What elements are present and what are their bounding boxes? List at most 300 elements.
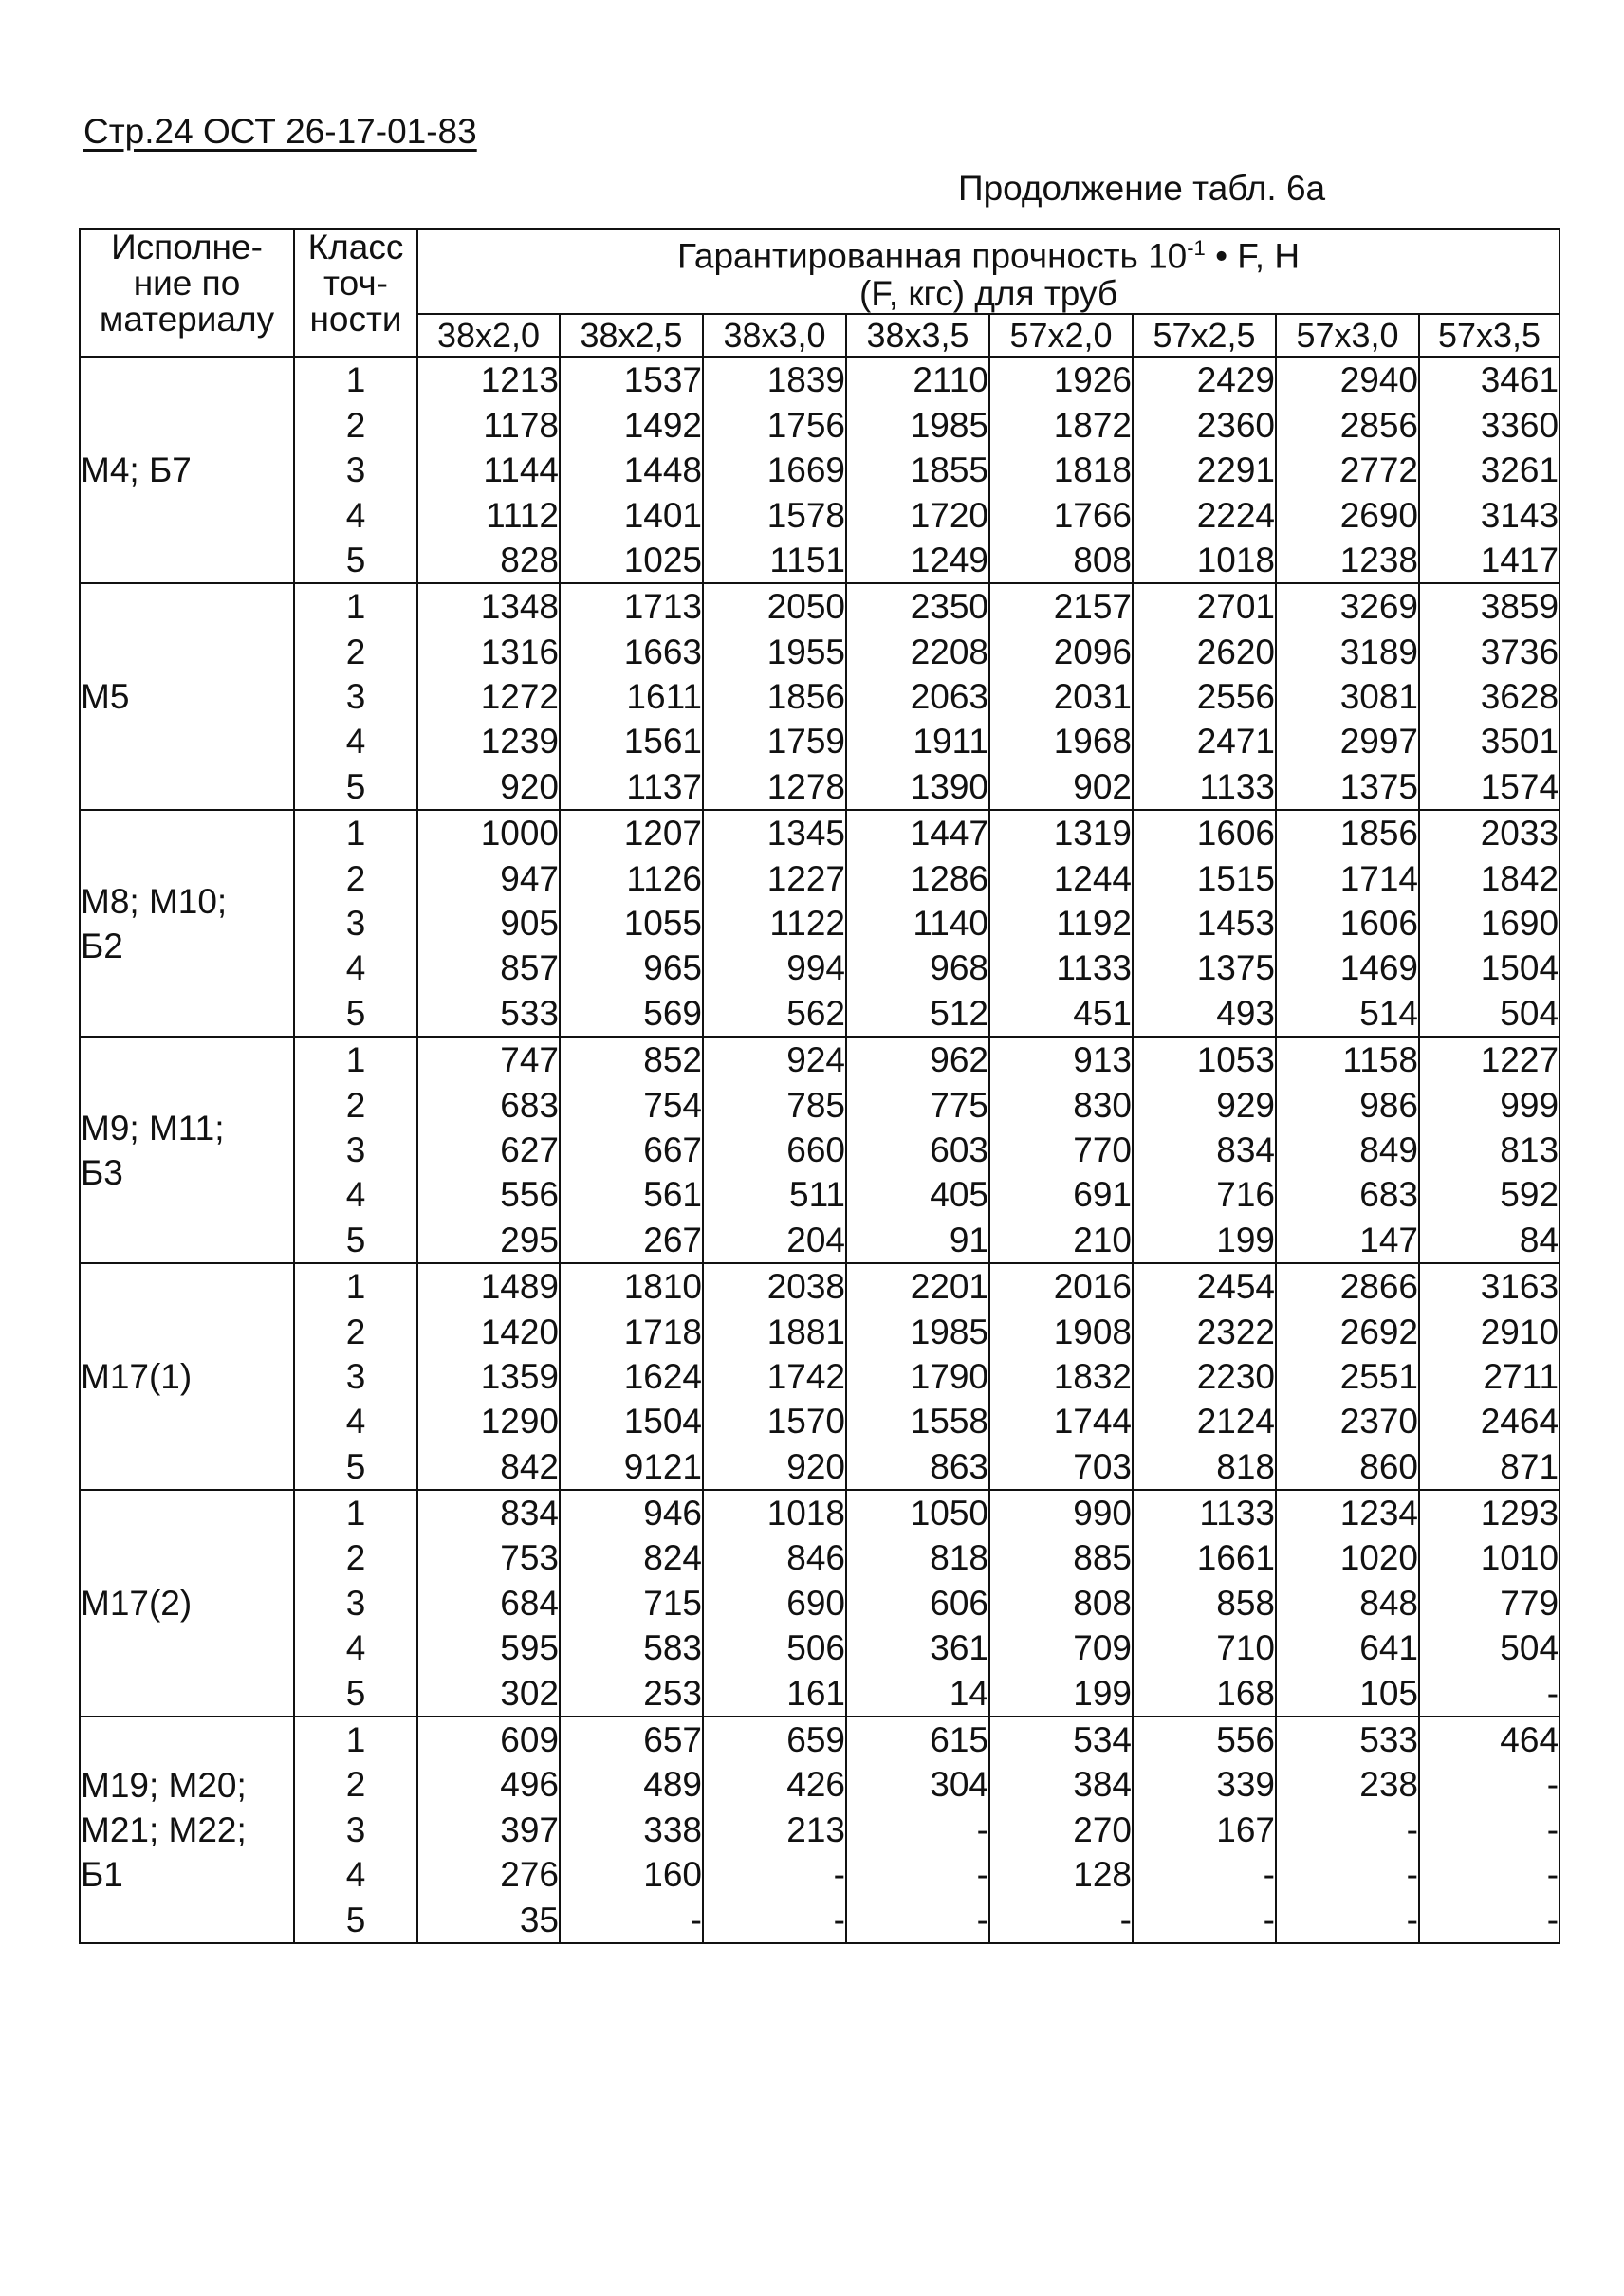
strength-value: 1856 (1339, 814, 1418, 854)
strength-value: 690 (786, 1583, 845, 1623)
material-name: М8; М10; (81, 881, 228, 921)
strength-value: 1055 (623, 904, 702, 944)
accuracy-class: 5 (345, 766, 366, 806)
strength-value: 1018 (1196, 540, 1275, 579)
strength-value: 147 (1359, 1220, 1418, 1259)
material-name: Б2 (81, 926, 123, 965)
strength-value: 1985 (910, 1312, 988, 1351)
strength-value-cell (989, 583, 1133, 810)
class-header-line: ности (309, 300, 402, 339)
strength-value: 1238 (1339, 540, 1418, 579)
accuracy-class: 2 (345, 405, 366, 445)
strength-value: 857 (500, 948, 559, 988)
material-group-row (80, 1263, 1559, 1490)
strength-value: - (1263, 1855, 1275, 1895)
strength-value: 641 (1359, 1628, 1418, 1668)
class-cell (294, 1037, 417, 1263)
strength-value: 506 (786, 1628, 845, 1668)
strength-value: 91 (949, 1220, 988, 1259)
material-name: М9; М11; (81, 1108, 225, 1148)
material-cell (80, 583, 294, 810)
strength-value: 754 (643, 1085, 702, 1125)
strength-value: 885 (1073, 1538, 1132, 1578)
strength-value: 397 (500, 1809, 559, 1849)
strength-value: 270 (1073, 1809, 1132, 1849)
accuracy-class: 2 (345, 858, 366, 898)
strength-value: 213 (786, 1809, 845, 1849)
strength-value-cell (1133, 1037, 1276, 1263)
strength-value: 2940 (1339, 360, 1418, 400)
strength-value-cell (417, 1037, 560, 1263)
strength-value: 3736 (1480, 632, 1559, 671)
strength-value: 1558 (910, 1402, 988, 1442)
strength-value: 615 (930, 1720, 988, 1760)
strength-value: 1213 (480, 360, 559, 400)
strength-value: 1020 (1339, 1538, 1418, 1578)
strength-value: 1420 (480, 1312, 559, 1351)
material-group-row (80, 1037, 1559, 1263)
strength-value: 913 (1073, 1040, 1132, 1080)
class-cell (294, 583, 417, 810)
strength-value: 775 (930, 1085, 988, 1125)
strength-value: 1319 (1053, 814, 1132, 854)
strength-value: 1025 (623, 540, 702, 579)
strength-value: 657 (643, 1720, 702, 1760)
strength-value: 1227 (1480, 1040, 1559, 1080)
strength-value: 1955 (766, 632, 845, 671)
strength-value: 1985 (910, 405, 988, 445)
strength-value-cell (1419, 810, 1559, 1037)
strength-value: 1244 (1053, 858, 1132, 898)
strength-value: 267 (643, 1220, 702, 1259)
strength-value: 1818 (1053, 450, 1132, 490)
strength-value: 426 (786, 1765, 845, 1805)
strength-value: 3163 (1480, 1267, 1559, 1307)
strength-value: 2471 (1196, 722, 1275, 762)
strength-value: 3269 (1339, 587, 1418, 627)
pipe-size-header: 38x3,0 (703, 314, 846, 357)
strength-value: 1714 (1339, 858, 1418, 898)
accuracy-class: 4 (345, 495, 366, 535)
strength-value: 1832 (1053, 1356, 1132, 1396)
accuracy-class: 4 (345, 1628, 366, 1668)
strength-value-cell (560, 583, 703, 810)
strength-value: 920 (500, 766, 559, 806)
strength-value: 709 (1073, 1628, 1132, 1668)
strength-value: 2230 (1196, 1356, 1275, 1396)
strength-value: 710 (1216, 1628, 1275, 1668)
strength-value: 562 (786, 993, 845, 1033)
strength-value: 1492 (623, 405, 702, 445)
pipe-size-header: 57x3,0 (1276, 314, 1419, 357)
strength-value: 994 (786, 948, 845, 988)
strength-value: 852 (643, 1040, 702, 1080)
strength-value: 929 (1216, 1085, 1275, 1125)
material-header-line: ние по (133, 264, 241, 303)
strength-value: 1239 (480, 722, 559, 762)
strength-value: 1401 (623, 495, 702, 535)
strength-value: 1018 (766, 1494, 845, 1534)
strength-value: 1137 (626, 766, 702, 806)
strength-value: 1192 (1056, 904, 1132, 944)
strength-value-cell (1133, 1490, 1276, 1717)
strength-value: - (1546, 1855, 1559, 1895)
strength-value: 1855 (910, 450, 988, 490)
accuracy-class: 5 (345, 993, 366, 1033)
strength-value: 1515 (1196, 858, 1275, 898)
strength-value: 808 (1073, 540, 1132, 579)
strength-value: 1249 (910, 540, 988, 579)
page-header: Стр.24 ОСТ 26-17-01-83 (83, 112, 477, 151)
strength-value-cell (846, 1263, 989, 1490)
material-cell (80, 357, 294, 583)
strength-value: 2429 (1196, 360, 1275, 400)
strength-value-cell (989, 1037, 1133, 1263)
strength-value: 3261 (1480, 450, 1559, 490)
strength-value: 1133 (1199, 766, 1275, 806)
strength-value: 160 (643, 1855, 702, 1895)
strength-value: 3501 (1480, 722, 1559, 762)
strength-value: 556 (500, 1175, 559, 1215)
strength-value: 770 (1073, 1130, 1132, 1169)
pipe-size-header: 38x3,5 (846, 314, 989, 357)
material-name: М17(1) (81, 1357, 193, 1397)
strength-value: 167 (1216, 1809, 1275, 1849)
strength-value-cell (703, 1037, 846, 1263)
strength-value: 2910 (1480, 1312, 1559, 1351)
strength-value: 464 (1500, 1720, 1559, 1760)
accuracy-class: 4 (345, 722, 366, 762)
accuracy-class: 5 (345, 1446, 366, 1486)
accuracy-class: 5 (345, 1220, 366, 1259)
strength-value: 1286 (910, 858, 988, 898)
strength-value: 128 (1073, 1855, 1132, 1895)
strength-value: 1053 (1196, 1040, 1275, 1080)
material-name: М19; М20; (81, 1766, 247, 1806)
accuracy-class: 3 (345, 1130, 366, 1169)
strength-value: 405 (930, 1175, 988, 1215)
strength-value: 747 (500, 1040, 559, 1080)
strength-value-cell (846, 357, 989, 583)
strength-value: 276 (500, 1855, 559, 1895)
strength-value: 1842 (1480, 858, 1559, 898)
strength-value: 583 (643, 1628, 702, 1668)
strength-value: 1810 (623, 1267, 702, 1307)
strength-value: 834 (1216, 1130, 1275, 1169)
strength-value-cell (846, 1717, 989, 1943)
strength-value: 1144 (483, 450, 559, 490)
strength-value: 1390 (910, 766, 988, 806)
strength-value: 1133 (1056, 948, 1132, 988)
strength-value-cell (1276, 810, 1419, 1037)
strength-value: 210 (1073, 1220, 1132, 1259)
strength-value: 2701 (1196, 587, 1275, 627)
strength-value: 609 (500, 1720, 559, 1760)
strength-value-cell (989, 1263, 1133, 1490)
strength-value: 561 (643, 1175, 702, 1215)
strength-value-cell (989, 1717, 1133, 1943)
strength-value: 860 (1359, 1446, 1418, 1486)
strength-value: 703 (1073, 1446, 1132, 1486)
strength-value: 238 (1359, 1765, 1418, 1805)
strength-value: 846 (786, 1538, 845, 1578)
strength-value: 1290 (480, 1402, 559, 1442)
strength-value: 496 (500, 1765, 559, 1805)
strength-value: 2063 (910, 677, 988, 717)
strength-value: 1578 (766, 495, 845, 535)
strength-value: - (976, 1855, 988, 1895)
strength-value: 848 (1359, 1583, 1418, 1623)
strength-header-exponent: -1 (1187, 236, 1206, 260)
strength-value: - (1263, 1900, 1275, 1939)
pipe-size-header: 57x2,5 (1133, 314, 1276, 357)
strength-value: 842 (500, 1446, 559, 1486)
strength-value: 302 (500, 1673, 559, 1713)
strength-value: 1926 (1053, 360, 1132, 400)
material-name: М17(2) (81, 1584, 193, 1624)
class-column-header (294, 229, 417, 357)
strength-value: 863 (930, 1446, 988, 1486)
material-name: М5 (81, 677, 130, 717)
strength-value-cell (1419, 1037, 1559, 1263)
strength-value-cell (560, 1037, 703, 1263)
strength-value: 592 (1500, 1175, 1559, 1215)
strength-value: - (1406, 1855, 1418, 1895)
strength-value: 1207 (623, 814, 702, 854)
pipe-size-header: 57x3,5 (1419, 314, 1559, 357)
strength-value: 990 (1073, 1494, 1132, 1534)
strength-value: 858 (1216, 1583, 1275, 1623)
strength-value-cell (417, 1490, 560, 1717)
strength-value: 603 (930, 1130, 988, 1169)
strength-value: 753 (500, 1538, 559, 1578)
strength-value: 2692 (1339, 1312, 1418, 1351)
accuracy-class: 5 (345, 540, 366, 579)
strength-value: 451 (1073, 993, 1132, 1033)
strength-value: 1359 (480, 1356, 559, 1396)
strength-value-cell (989, 357, 1133, 583)
pipe-size-header: 38x2,5 (560, 314, 703, 357)
strength-value: 533 (500, 993, 559, 1033)
material-name: Б3 (81, 1152, 123, 1192)
strength-value: 924 (786, 1040, 845, 1080)
material-cell (80, 1717, 294, 1943)
strength-value: 1690 (1480, 904, 1559, 944)
strength-value: 2360 (1196, 405, 1275, 445)
strength-value: 962 (930, 1040, 988, 1080)
accuracy-class: 2 (345, 632, 366, 671)
strength-value: 1453 (1196, 904, 1275, 944)
strength-value: 1606 (1339, 904, 1418, 944)
strength-value: 2620 (1196, 632, 1275, 671)
strength-value: 1561 (623, 722, 702, 762)
strength-value: 511 (789, 1175, 845, 1215)
strength-value: 849 (1359, 1130, 1418, 1169)
strength-value: 1756 (766, 405, 845, 445)
strength-value: 3143 (1480, 495, 1559, 535)
strength-value: 947 (500, 858, 559, 898)
strength-value: 828 (500, 540, 559, 579)
strength-value-cell (1419, 583, 1559, 810)
strength-value: 2050 (766, 587, 845, 627)
strength-value-cell (1276, 1263, 1419, 1490)
strength-header-line1 (418, 230, 1559, 275)
strength-value-cell (1276, 1037, 1419, 1263)
strength-value: 659 (786, 1720, 845, 1760)
strength-value-cell (846, 1490, 989, 1717)
strength-value: 1227 (766, 858, 845, 898)
strength-value: 304 (930, 1765, 988, 1805)
material-group-row (80, 583, 1559, 810)
strength-header-unit: • F, Н (1205, 236, 1301, 276)
strength-value: 1881 (766, 1312, 845, 1351)
strength-header-line2: (F, кгс) для труб (858, 274, 1118, 314)
material-cell (80, 1263, 294, 1490)
strength-value: 1010 (1480, 1538, 1559, 1578)
strength-value: 534 (1073, 1720, 1132, 1760)
strength-value: 834 (500, 1494, 559, 1534)
accuracy-class: 4 (345, 948, 366, 988)
strength-value: 1606 (1196, 814, 1275, 854)
strength-value: - (1546, 1765, 1559, 1805)
strength-value-cell (560, 810, 703, 1037)
strength-value: 683 (1359, 1175, 1418, 1215)
strength-value: 1375 (1196, 948, 1275, 988)
strength-value-cell (417, 1717, 560, 1943)
strength-value: 1050 (910, 1494, 988, 1534)
strength-value: 3360 (1480, 405, 1559, 445)
strength-table (79, 228, 1560, 1944)
strength-value: 2866 (1339, 1267, 1418, 1307)
material-column-header (80, 229, 294, 357)
strength-value: 716 (1216, 1175, 1275, 1215)
strength-value: 2201 (910, 1267, 988, 1307)
strength-value: 168 (1216, 1673, 1275, 1713)
strength-value: 902 (1073, 766, 1132, 806)
accuracy-class: 3 (345, 1356, 366, 1396)
strength-value: 3461 (1480, 360, 1559, 400)
strength-value-cell (703, 357, 846, 583)
accuracy-class: 5 (345, 1673, 366, 1713)
strength-value: 3859 (1480, 587, 1559, 627)
strength-value: 2291 (1196, 450, 1275, 490)
pipe-size-header: 57x2,0 (989, 314, 1133, 357)
material-cell (80, 810, 294, 1037)
strength-value: 1234 (1339, 1494, 1418, 1534)
strength-value-cell (1133, 1717, 1276, 1943)
strength-value-cell (560, 1717, 703, 1943)
strength-value: 606 (930, 1583, 988, 1623)
strength-value: 2690 (1339, 495, 1418, 535)
strength-value: 361 (930, 1628, 988, 1668)
accuracy-class: 1 (345, 587, 366, 627)
strength-value: 1504 (623, 1402, 702, 1442)
strength-value: 2016 (1053, 1267, 1132, 1307)
strength-value-cell (703, 1263, 846, 1490)
material-cell (80, 1490, 294, 1717)
accuracy-class: 1 (345, 1040, 366, 1080)
strength-value: 3628 (1480, 677, 1559, 717)
strength-value-cell (1419, 1717, 1559, 1943)
strength-value: 1713 (623, 587, 702, 627)
accuracy-class: 5 (345, 1900, 366, 1939)
strength-value: 1790 (910, 1356, 988, 1396)
strength-value: 1272 (480, 677, 559, 717)
strength-value: 1911 (913, 722, 988, 762)
strength-value: 3081 (1339, 677, 1418, 717)
accuracy-class: 3 (345, 1809, 366, 1849)
strength-value: 595 (500, 1628, 559, 1668)
strength-value: 199 (1216, 1220, 1275, 1259)
strength-value: - (1546, 1809, 1559, 1849)
strength-value: 204 (786, 1220, 845, 1259)
material-cell (80, 1037, 294, 1263)
strength-value: 684 (500, 1583, 559, 1623)
strength-value-cell (1276, 1717, 1419, 1943)
accuracy-class: 1 (345, 1267, 366, 1307)
strength-value: 1908 (1053, 1312, 1132, 1351)
strength-value-cell (1133, 1263, 1276, 1490)
strength-value: - (833, 1900, 845, 1939)
strength-value-cell (417, 583, 560, 810)
strength-value-cell (1419, 1263, 1559, 1490)
strength-value-cell (417, 357, 560, 583)
strength-value: 660 (786, 1130, 845, 1169)
strength-value: 3189 (1339, 632, 1418, 671)
strength-value: 905 (500, 904, 559, 944)
strength-value-cell (1276, 357, 1419, 583)
strength-value: 986 (1359, 1085, 1418, 1125)
strength-value: 1766 (1053, 495, 1132, 535)
class-cell (294, 357, 417, 583)
class-cell (294, 1263, 417, 1490)
strength-value: 946 (643, 1494, 702, 1534)
strength-value: 667 (643, 1130, 702, 1169)
strength-value: 1504 (1480, 948, 1559, 988)
material-name: М21; М22; (81, 1810, 247, 1850)
strength-value: 1158 (1342, 1040, 1418, 1080)
strength-value: 808 (1073, 1583, 1132, 1623)
strength-value: 2350 (910, 587, 988, 627)
strength-value: 1624 (623, 1356, 702, 1396)
strength-value: 338 (643, 1809, 702, 1849)
strength-value: 2464 (1480, 1402, 1559, 1442)
strength-value: 1663 (623, 632, 702, 671)
strength-value: 1112 (486, 495, 559, 535)
strength-value-cell (560, 357, 703, 583)
strength-value: 2096 (1053, 632, 1132, 671)
accuracy-class: 1 (345, 360, 366, 400)
strength-value: 556 (1216, 1720, 1275, 1760)
strength-header (417, 229, 1559, 314)
strength-value: - (976, 1900, 988, 1939)
strength-value: 199 (1073, 1673, 1132, 1713)
accuracy-class: 3 (345, 677, 366, 717)
strength-value: 2208 (910, 632, 988, 671)
strength-value: 1742 (766, 1356, 845, 1396)
material-group-row (80, 1490, 1559, 1717)
strength-value: 1375 (1339, 766, 1418, 806)
strength-value-cell (703, 1490, 846, 1717)
strength-value: - (1119, 1900, 1132, 1939)
strength-value: 512 (930, 993, 988, 1033)
strength-value: 1151 (769, 540, 845, 579)
table-continuation-label: Продолжение табл. 6а (958, 169, 1326, 208)
strength-value-cell (417, 1263, 560, 1490)
strength-value: 14 (949, 1673, 988, 1713)
strength-value: 2711 (1483, 1356, 1559, 1396)
strength-value-cell (846, 1037, 989, 1263)
